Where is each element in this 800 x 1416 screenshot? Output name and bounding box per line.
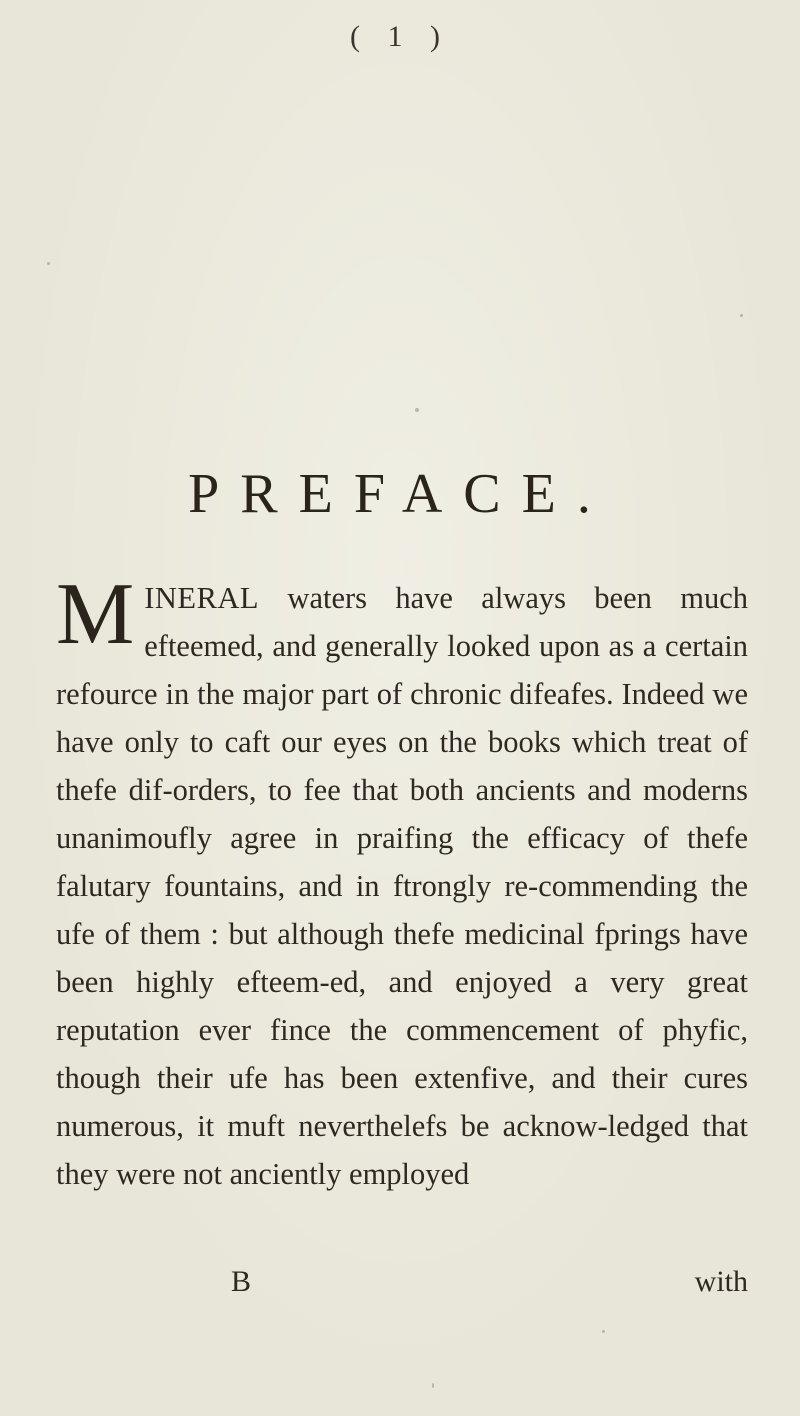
page-heading: PREFACE. [188, 463, 612, 525]
body-text [56, 566, 748, 1198]
drop-cap: M [56, 566, 135, 663]
paper-speck [602, 1330, 605, 1333]
catchword: with [694, 1265, 748, 1298]
paper-speck [47, 262, 50, 265]
paper-speck [432, 1383, 434, 1388]
page-number: ( 1 ) [350, 20, 450, 53]
paper-speck [740, 314, 743, 317]
paper-speck [415, 408, 419, 412]
first-word-small-caps: INERAL [144, 581, 260, 615]
paragraph-text: waters have always been much efteemed, and generally looked upon as a certain refource in the major part of chronic difeafes. Indeed we have only to caft our eyes on the books which treat of thefe dif-orders, to fee that both ancients and moderns unanimoufly agree in praifing the efficacy of thefe falutary fountains, and in ftrongly re-commending the ufe of them : but although thefe medicinal fprings have been highly efteem-ed, and enjoyed a very great reputation ever fince the commencement of phyfic, though their ufe has been extenfive, and their cures numerous, it muft neverthelefs be acknow-ledged that they were not anciently employed [56, 581, 748, 1191]
signature-mark: B [231, 1265, 252, 1298]
preface-paragraph [56, 566, 748, 1198]
